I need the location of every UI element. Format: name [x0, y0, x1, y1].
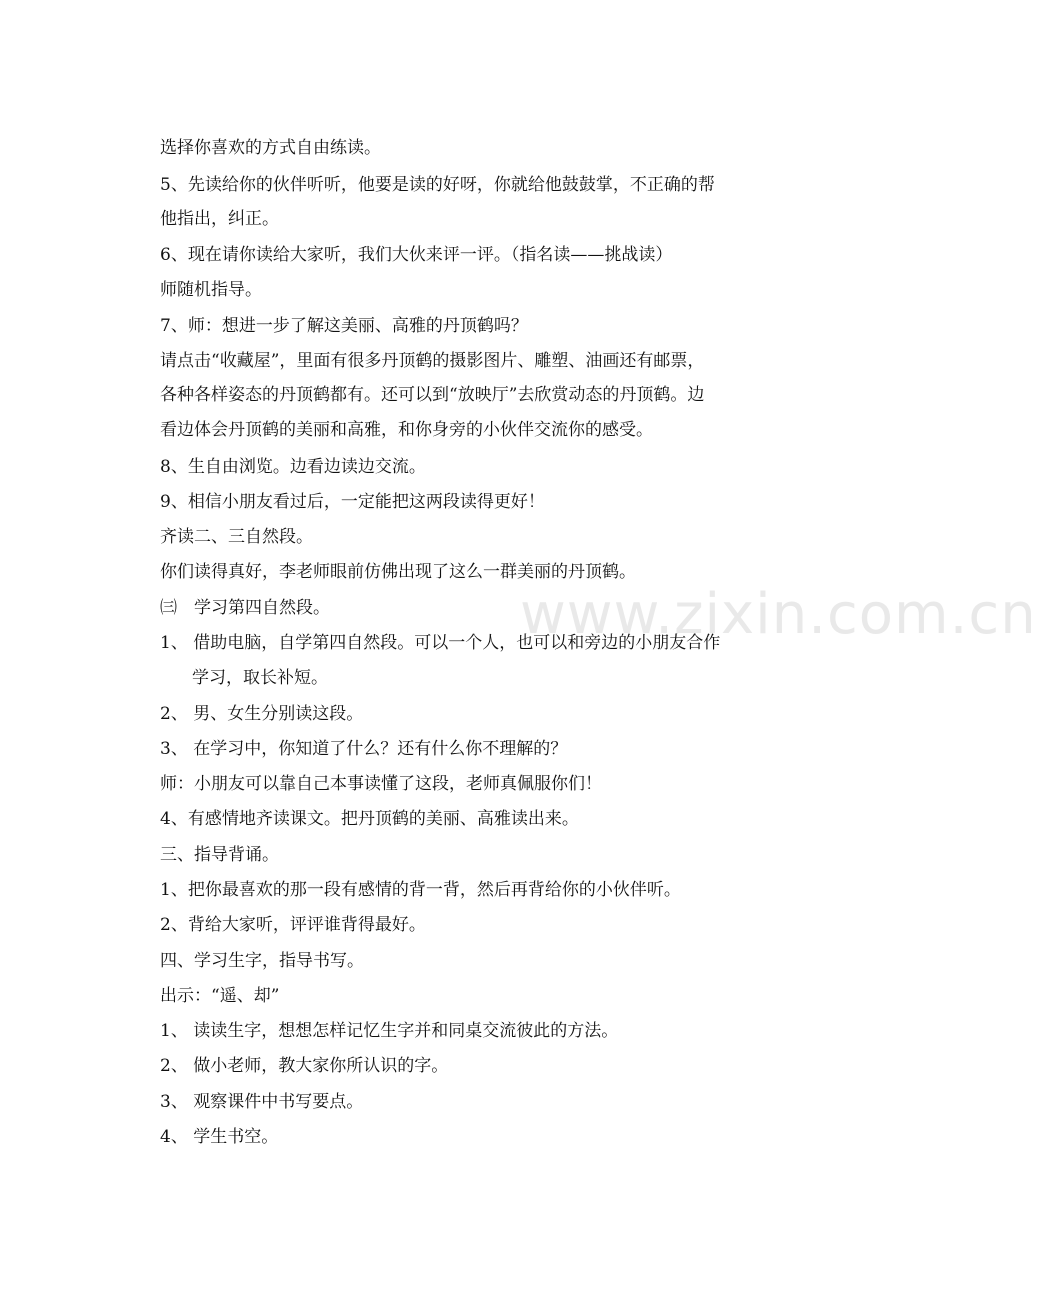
text-line: 选择你喜欢的方式自由练读。	[160, 138, 381, 158]
section-heading: ㈢ 学习第四自然段。	[160, 598, 330, 618]
text-line: 4、 学生书空。	[160, 1127, 279, 1147]
text-line: 你们读得真好，李老师眼前仿佛出现了这么一群美丽的丹顶鹤。	[160, 562, 636, 582]
text-line: 师：小朋友可以靠自己本事读懂了这段，老师真佩服你们！	[160, 774, 602, 794]
text-line: 各种各样姿态的丹顶鹤都有。还可以到“放映厅”去欣赏动态的丹顶鹤。边	[160, 385, 705, 405]
text-line: 请点击“收藏屋”，里面有很多丹顶鹤的摄影图片、雕塑、油画还有邮票，	[160, 351, 705, 371]
text-line: 6、现在请你读给大家听，我们大伙来评一评。（指名读——挑战读）	[160, 245, 673, 265]
text-line: 师随机指导。	[160, 280, 262, 300]
text-line: 1、 借助电脑，自学第四自然段。可以一个人，也可以和旁边的小朋友合作	[160, 633, 721, 653]
section-heading: 三、指导背诵。	[160, 845, 279, 865]
text-line: 3、 在学习中，你知道了什么？还有什么你不理解的？	[160, 739, 568, 759]
text-line: 4、有感情地齐读课文。把丹顶鹤的美丽、高雅读出来。	[160, 809, 579, 829]
text-line: 9、相信小朋友看过后，一定能把这两段读得更好！	[160, 492, 545, 512]
watermark: www.zixin.com.cn	[520, 582, 1037, 647]
text-line: 7、师：想进一步了解这美丽、高雅的丹顶鹤吗？	[160, 316, 528, 336]
text-line: 8、生自由浏览。边看边读边交流。	[160, 457, 426, 477]
text-line: 5、先读给你的伙伴听听，他要是读的好呀，你就给他鼓鼓掌，不正确的帮	[160, 175, 715, 195]
text-line: 1、把你最喜欢的那一段有感情的背一背，然后再背给你的小伙伴听。	[160, 880, 681, 900]
text-line: 他指出，纠正。	[160, 209, 279, 229]
text-line: 出示：“遥、却”	[160, 986, 280, 1006]
text-line: 1、 读读生字，想想怎样记忆生字并和同桌交流彼此的方法。	[160, 1021, 619, 1041]
text-line: 学习，取长补短。	[192, 668, 328, 688]
text-line: 看边体会丹顶鹤的美丽和高雅，和你身旁的小伙伴交流你的感受。	[160, 420, 653, 440]
text-line: 齐读二、三自然段。	[160, 527, 313, 547]
section-heading: 四、学习生字，指导书写。	[160, 951, 364, 971]
text-line: 3、 观察课件中书写要点。	[160, 1092, 364, 1112]
text-line: 2、背给大家听，评评谁背得最好。	[160, 915, 426, 935]
text-line: 2、 做小老师，教大家你所认识的字。	[160, 1056, 449, 1076]
text-line: 2、 男、女生分别读这段。	[160, 704, 364, 724]
